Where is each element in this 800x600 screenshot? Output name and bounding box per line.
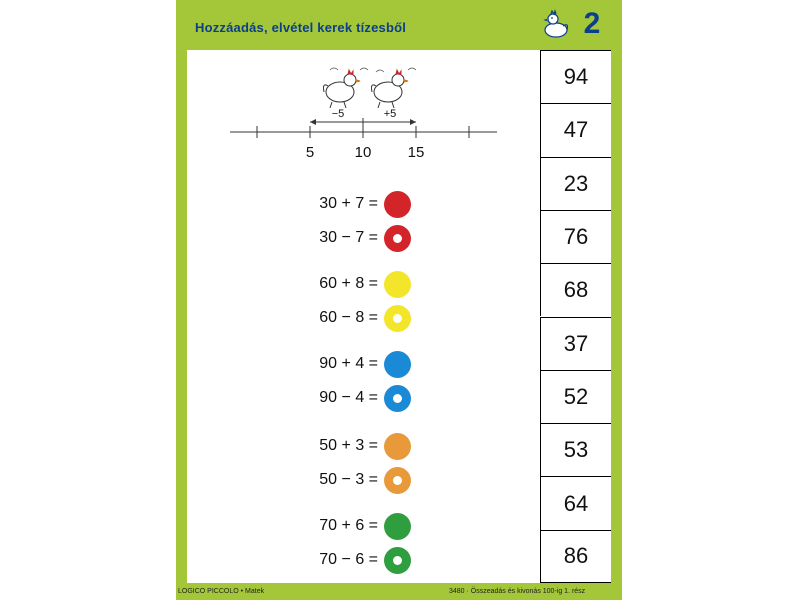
answer-ring-marker[interactable] (384, 467, 411, 494)
answer-dot-marker[interactable] (384, 351, 411, 378)
answer-column (540, 50, 611, 583)
chicken-icon (541, 8, 571, 40)
equation-text: 90 − 4 = (319, 389, 378, 406)
answer-value: 68 (563, 277, 589, 303)
equation-text: 30 + 7 = (319, 195, 378, 212)
tick-label: 15 (407, 144, 425, 161)
equation-text: 60 − 8 = (319, 309, 378, 326)
equation-text: 50 + 3 = (319, 437, 378, 454)
answer-ring-marker[interactable] (384, 385, 411, 412)
answer-value: 53 (563, 437, 589, 463)
answer-cell[interactable] (540, 50, 611, 103)
answer-dot-marker[interactable] (384, 433, 411, 460)
page-number: 2 (583, 7, 601, 40)
ring-hole (393, 556, 402, 565)
tick-label: 10 (354, 144, 372, 161)
ring-hole (393, 394, 402, 403)
answer-value: 37 (563, 330, 589, 356)
answer-value: 76 (563, 224, 589, 250)
answer-cell[interactable] (540, 103, 611, 156)
answer-value: 52 (563, 383, 589, 409)
equation-text: 50 − 3 = (319, 471, 378, 488)
ring-hole (393, 476, 402, 485)
answer-ring-marker[interactable] (384, 547, 411, 574)
answer-ring-marker[interactable] (384, 305, 411, 332)
answer-value: 86 (563, 543, 589, 569)
equation-text: 60 + 8 = (319, 275, 378, 292)
answer-cell[interactable] (540, 530, 611, 583)
answer-dot-marker[interactable] (384, 513, 411, 540)
tick-label: 5 (305, 144, 315, 161)
answer-dot-marker[interactable] (384, 191, 411, 218)
ring-hole (393, 234, 402, 243)
answer-dot-marker[interactable] (384, 271, 411, 298)
footer-product: 3480 · Összeadás és kivonás 100-ig 1. rész (449, 588, 586, 595)
ring-hole (393, 314, 402, 323)
equation-text: 70 − 6 = (319, 551, 378, 568)
answer-cell[interactable] (540, 157, 611, 210)
answer-cell[interactable] (540, 210, 611, 263)
minus-step-label: −5 (331, 108, 345, 120)
answer-cell[interactable] (540, 263, 611, 316)
answer-cell[interactable] (540, 317, 611, 370)
page-title: Hozzáadás, elvétel kerek tízesből (195, 20, 407, 35)
answer-cell[interactable] (540, 423, 611, 476)
answer-cell[interactable] (540, 476, 611, 529)
answer-value: 64 (563, 490, 589, 516)
equation-text: 30 − 7 = (319, 229, 378, 246)
equation-text: 70 + 6 = (319, 517, 378, 534)
equation-text: 90 + 4 = (319, 355, 378, 372)
answer-value: 23 (563, 170, 589, 196)
footer-brand: LOGICO PICCOLO • Matek (178, 588, 265, 595)
answer-ring-marker[interactable] (384, 225, 411, 252)
plus-step-label: +5 (383, 108, 397, 120)
answer-value: 94 (563, 64, 589, 90)
number-line (225, 100, 505, 170)
answer-value: 47 (563, 117, 589, 143)
answer-cell[interactable] (540, 370, 611, 423)
